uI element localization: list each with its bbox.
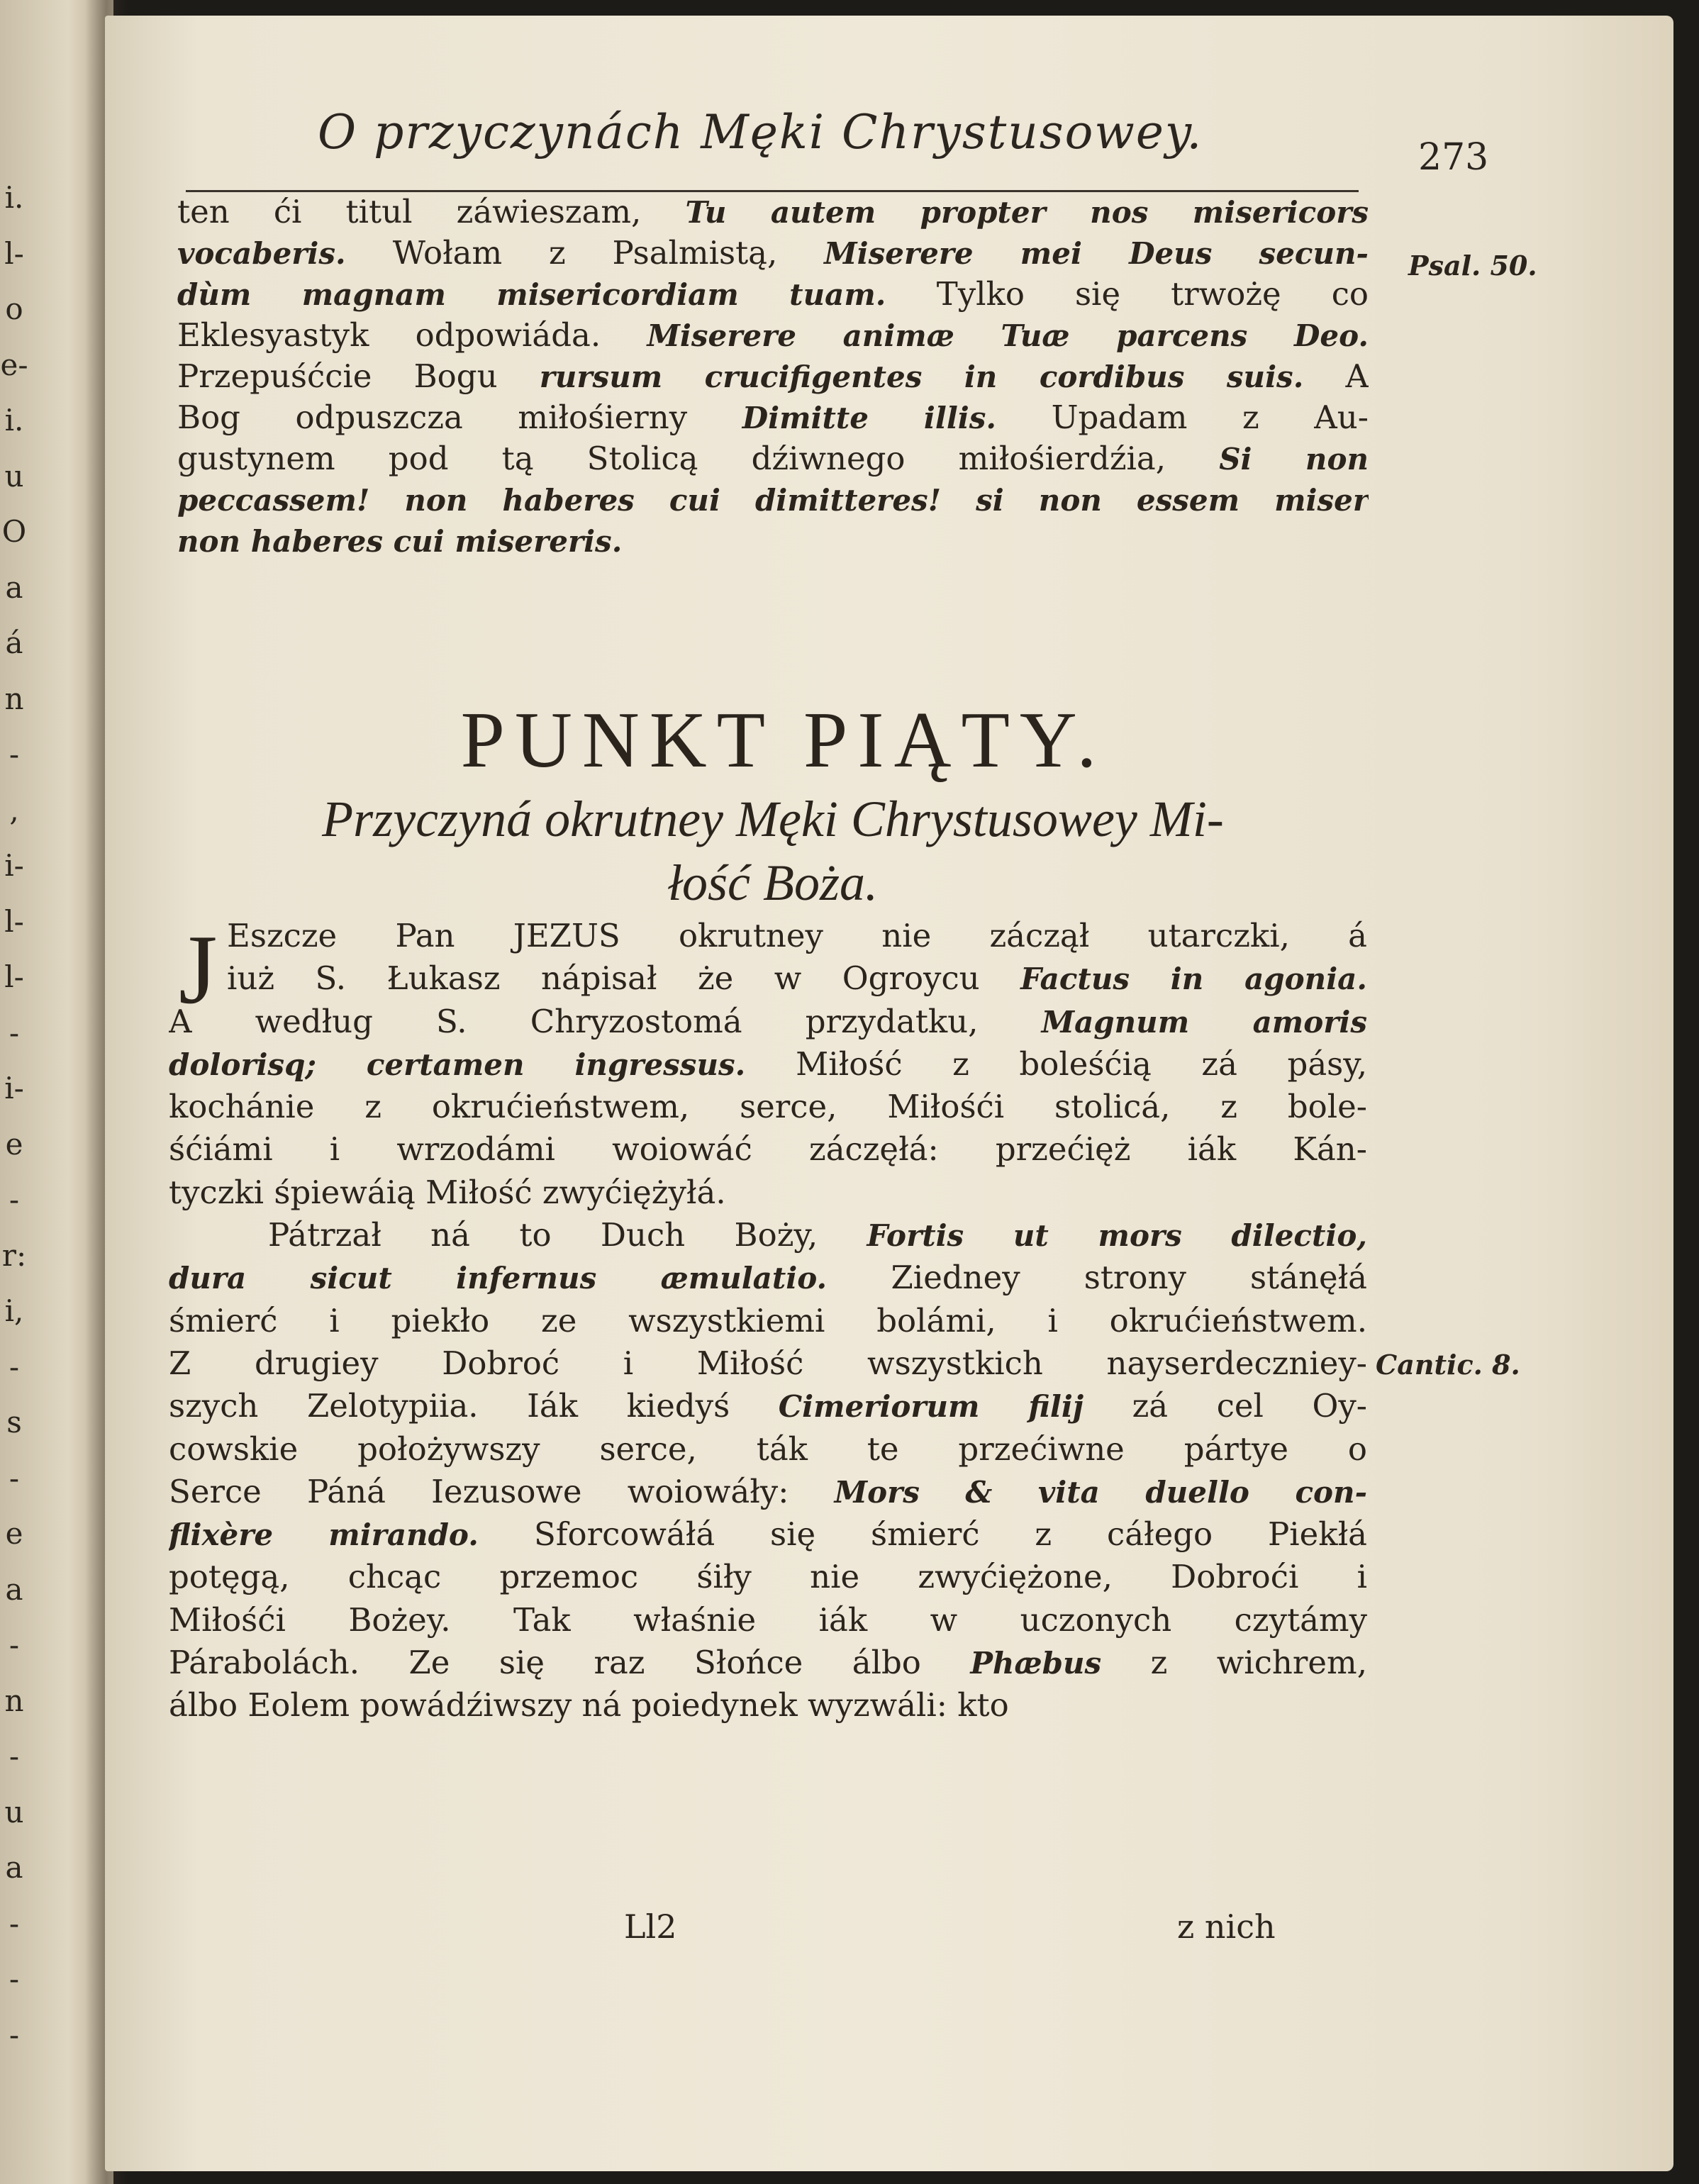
upper-line [177, 479, 1369, 520]
latin-quote: flixère mirando. [169, 1517, 535, 1553]
latin-quote: Factus in agonia. [1020, 962, 1367, 997]
body-line [169, 1684, 1367, 1727]
latin-quote: Magnum amoris [1041, 1004, 1367, 1040]
margin-note-cantic: Cantic. 8. [1376, 1349, 1520, 1381]
facing-page-fragment: - [9, 1460, 20, 1495]
facing-page-fragment: , [9, 792, 19, 828]
drop-cap: J [179, 915, 218, 1025]
facing-page-fragment: á [5, 625, 23, 660]
text-run: Upadam z Au- [996, 399, 1369, 436]
upper-line [177, 191, 1369, 233]
text-run: kochánie z okrućieństwem, serce, Miłośći stolicá, z bole- [169, 1088, 1367, 1126]
upper-line [177, 315, 1369, 356]
body-line [169, 1214, 1367, 1257]
text-run: Sforcowáłá się śmierć z cáłego Piekłá [534, 1515, 1367, 1554]
facing-page-fragment: l- [4, 903, 24, 939]
body-line [169, 1471, 1367, 1513]
body-line [169, 915, 1367, 957]
catchword: z nich [1177, 1907, 1276, 1946]
facing-page-fragment: - [9, 1739, 20, 1773]
facing-page-fragment: l- [4, 235, 24, 271]
facing-page-fragment: a [5, 1850, 23, 1885]
facing-page-fragment: n [4, 681, 24, 716]
facing-page-fragment: i. [4, 403, 24, 438]
facing-page-fragment: u [4, 458, 24, 494]
body-line [169, 1428, 1367, 1471]
text-run: Eszcze Pan JEZUS okrutney nie záczął utarczki, á [227, 917, 1367, 954]
text-run: Serce Páná Iezusowe woiowáły: [169, 1472, 835, 1510]
text-run: Tylko się trwożę co [936, 275, 1369, 313]
upper-line [177, 397, 1369, 438]
latin-quote: Mors & vita duello con- [834, 1474, 1367, 1510]
text-run: Miłośći Bożey. Tak właśnie iák w uczonych czytámy [169, 1600, 1367, 1639]
text-run: Przepuśćcie Bogu [177, 357, 540, 395]
facing-page-fragment: - [9, 1182, 20, 1217]
upper-line [177, 520, 1369, 562]
facing-page-fragment: n [4, 1683, 24, 1718]
upper-line [177, 438, 1369, 479]
subtitle-line-2: łość Boża. [668, 854, 878, 911]
facing-page-fragment: - [9, 737, 20, 771]
text-run: Pátrzał ná to Duch Boży, [268, 1216, 867, 1254]
facing-page-fragment: O [1, 514, 27, 549]
body-line [169, 1513, 1367, 1556]
facing-page-fragment: a [5, 1571, 23, 1607]
body-line [169, 1171, 1367, 1214]
facing-page-fragments [0, 170, 28, 2063]
body-line [169, 957, 1367, 1000]
latin-quote: Si non [1219, 442, 1369, 477]
latin-quote: Cimeriorum filij [778, 1389, 1084, 1425]
text-run: Eklesyastyk odpowiáda. [177, 316, 647, 354]
upper-line [177, 233, 1369, 274]
body-line [169, 1342, 1367, 1385]
text-run: cowskie położywszy serce, ták te przećiwne pártye o [169, 1430, 1367, 1468]
facing-page-fragment: e [5, 1516, 23, 1551]
latin-quote: rursum crucifigentes in cordibus suis. [539, 360, 1304, 394]
latin-quote: Miserere animæ Tuæ parcens Deo. [647, 318, 1369, 353]
text-run: A według S. Chryzostomá przydatku, [169, 1002, 1042, 1040]
latin-quote: non haberes cui misereris. [177, 524, 623, 559]
facing-page-fragment: o [5, 291, 23, 326]
running-head: O przyczynách Męki Chrystusowey. [318, 105, 1203, 160]
body-line [169, 1086, 1367, 1128]
facing-page-fragment: - [9, 1961, 20, 1996]
upper-text-block [177, 191, 1369, 562]
facing-page-fragment: i- [4, 848, 24, 883]
text-run: śmierć i piekło ze wszystkiemi bolámi, i okrućieństwem. [169, 1301, 1367, 1339]
text-run: Wołam z Psalmistą, [392, 234, 825, 272]
body-line [169, 1385, 1367, 1427]
latin-quote: dùm magnam misericordiam tuam. [177, 277, 937, 312]
body-line [169, 1599, 1367, 1642]
text-run: gustynem pod tą Stolicą dźiwnego miłośierdźia, [177, 440, 1220, 477]
facing-page-fragment: i, [4, 1293, 24, 1328]
text-run: iuż S. Łukasz nápisał że w Ogroycu [227, 959, 1021, 998]
body-line [169, 1043, 1367, 1086]
facing-page-fragment: s [6, 1405, 22, 1439]
subtitle-line-1: Przyczyná okrutney Męki Chrystusowey Mi- [322, 791, 1224, 847]
text-run: potęgą, chcąc przemoc śiły nie zwyćiężone, Dobroći i [169, 1558, 1367, 1596]
text-run: álbo Eolem powádźiwszy ná poiedynek wyzwáli: kto [169, 1686, 1009, 1725]
text-run: Z drugiey Dobroć i Miłość wszystkich nayserdeczniey- [169, 1344, 1367, 1382]
body-line [169, 1300, 1367, 1342]
facing-page-fragment: - [9, 2017, 20, 2052]
facing-page-fragment: e [5, 1126, 23, 1161]
text-run: szych Zelotypiia. Iák kiedyś [169, 1387, 779, 1425]
body-text-block [169, 915, 1367, 1727]
upper-line [177, 274, 1369, 315]
latin-quote: dolorisq; certamen ingressus. [169, 1047, 796, 1082]
margin-note-psalm: Psal. 50. [1408, 250, 1537, 282]
latin-quote: Phæbus [970, 1646, 1102, 1681]
facing-page-fragment: i. [4, 180, 24, 215]
body-line [169, 1128, 1367, 1171]
facing-page-fragment: i- [4, 1071, 24, 1105]
facing-page-fragment: u [4, 1794, 24, 1829]
latin-quote: Tu autem propter nos misericors [685, 195, 1369, 230]
text-run: Párabolách. Ze się raz Słońce álbo [169, 1644, 971, 1682]
latin-quote: dura sicut infernus æmulatio. [169, 1261, 891, 1296]
body-line [169, 1556, 1367, 1598]
section-title: PUNKT PIĄTY. [460, 696, 1107, 784]
latin-quote: Miserere mei Deus secun- [824, 236, 1369, 271]
body-line [169, 1001, 1367, 1043]
section-subtitle [191, 787, 1354, 915]
facing-page-fragment: - [9, 1627, 20, 1662]
facing-page-fragment: l- [4, 959, 24, 994]
facing-page-fragment: - [9, 1349, 20, 1384]
body-line [169, 1642, 1367, 1684]
text-run: tyczki śpiewáią Miłość zwyćiężyłá. [169, 1173, 726, 1211]
text-run: zá cel Oy- [1084, 1387, 1367, 1425]
page-number: 273 [1418, 136, 1489, 179]
latin-quote: peccassem! non haberes cui dimitteres! si non essem miser [177, 483, 1369, 518]
latin-quote: vocaberis. [177, 236, 393, 271]
latin-quote: Fortis ut mors dilectio, [867, 1218, 1367, 1254]
facing-page-fragment: a [5, 569, 23, 605]
body-line [169, 1257, 1367, 1299]
text-run: A [1303, 357, 1369, 395]
upper-line [177, 356, 1369, 397]
signature-mark: Ll2 [624, 1907, 677, 1946]
text-run: z wichrem, [1101, 1644, 1367, 1682]
latin-quote: Dimitte illis. [742, 401, 996, 435]
text-run: Ziedney strony stánęłá [891, 1259, 1367, 1297]
facing-page-fragment: - [9, 1905, 20, 1941]
facing-page-fragment: - [9, 1015, 20, 1050]
facing-page-fragment: e- [0, 347, 28, 382]
text-run: śćiámi i wrzodámi woiowáć záczęłá: przećięż iák Kán- [169, 1130, 1367, 1169]
text-run: ten ći titul záwieszam, [177, 193, 686, 230]
text-run: Bog odpuszcza miłośierny [177, 399, 742, 436]
text-run: Miłość z boleśćią zá pásy, [796, 1044, 1367, 1083]
facing-page-fragment: r: [1, 1237, 27, 1273]
